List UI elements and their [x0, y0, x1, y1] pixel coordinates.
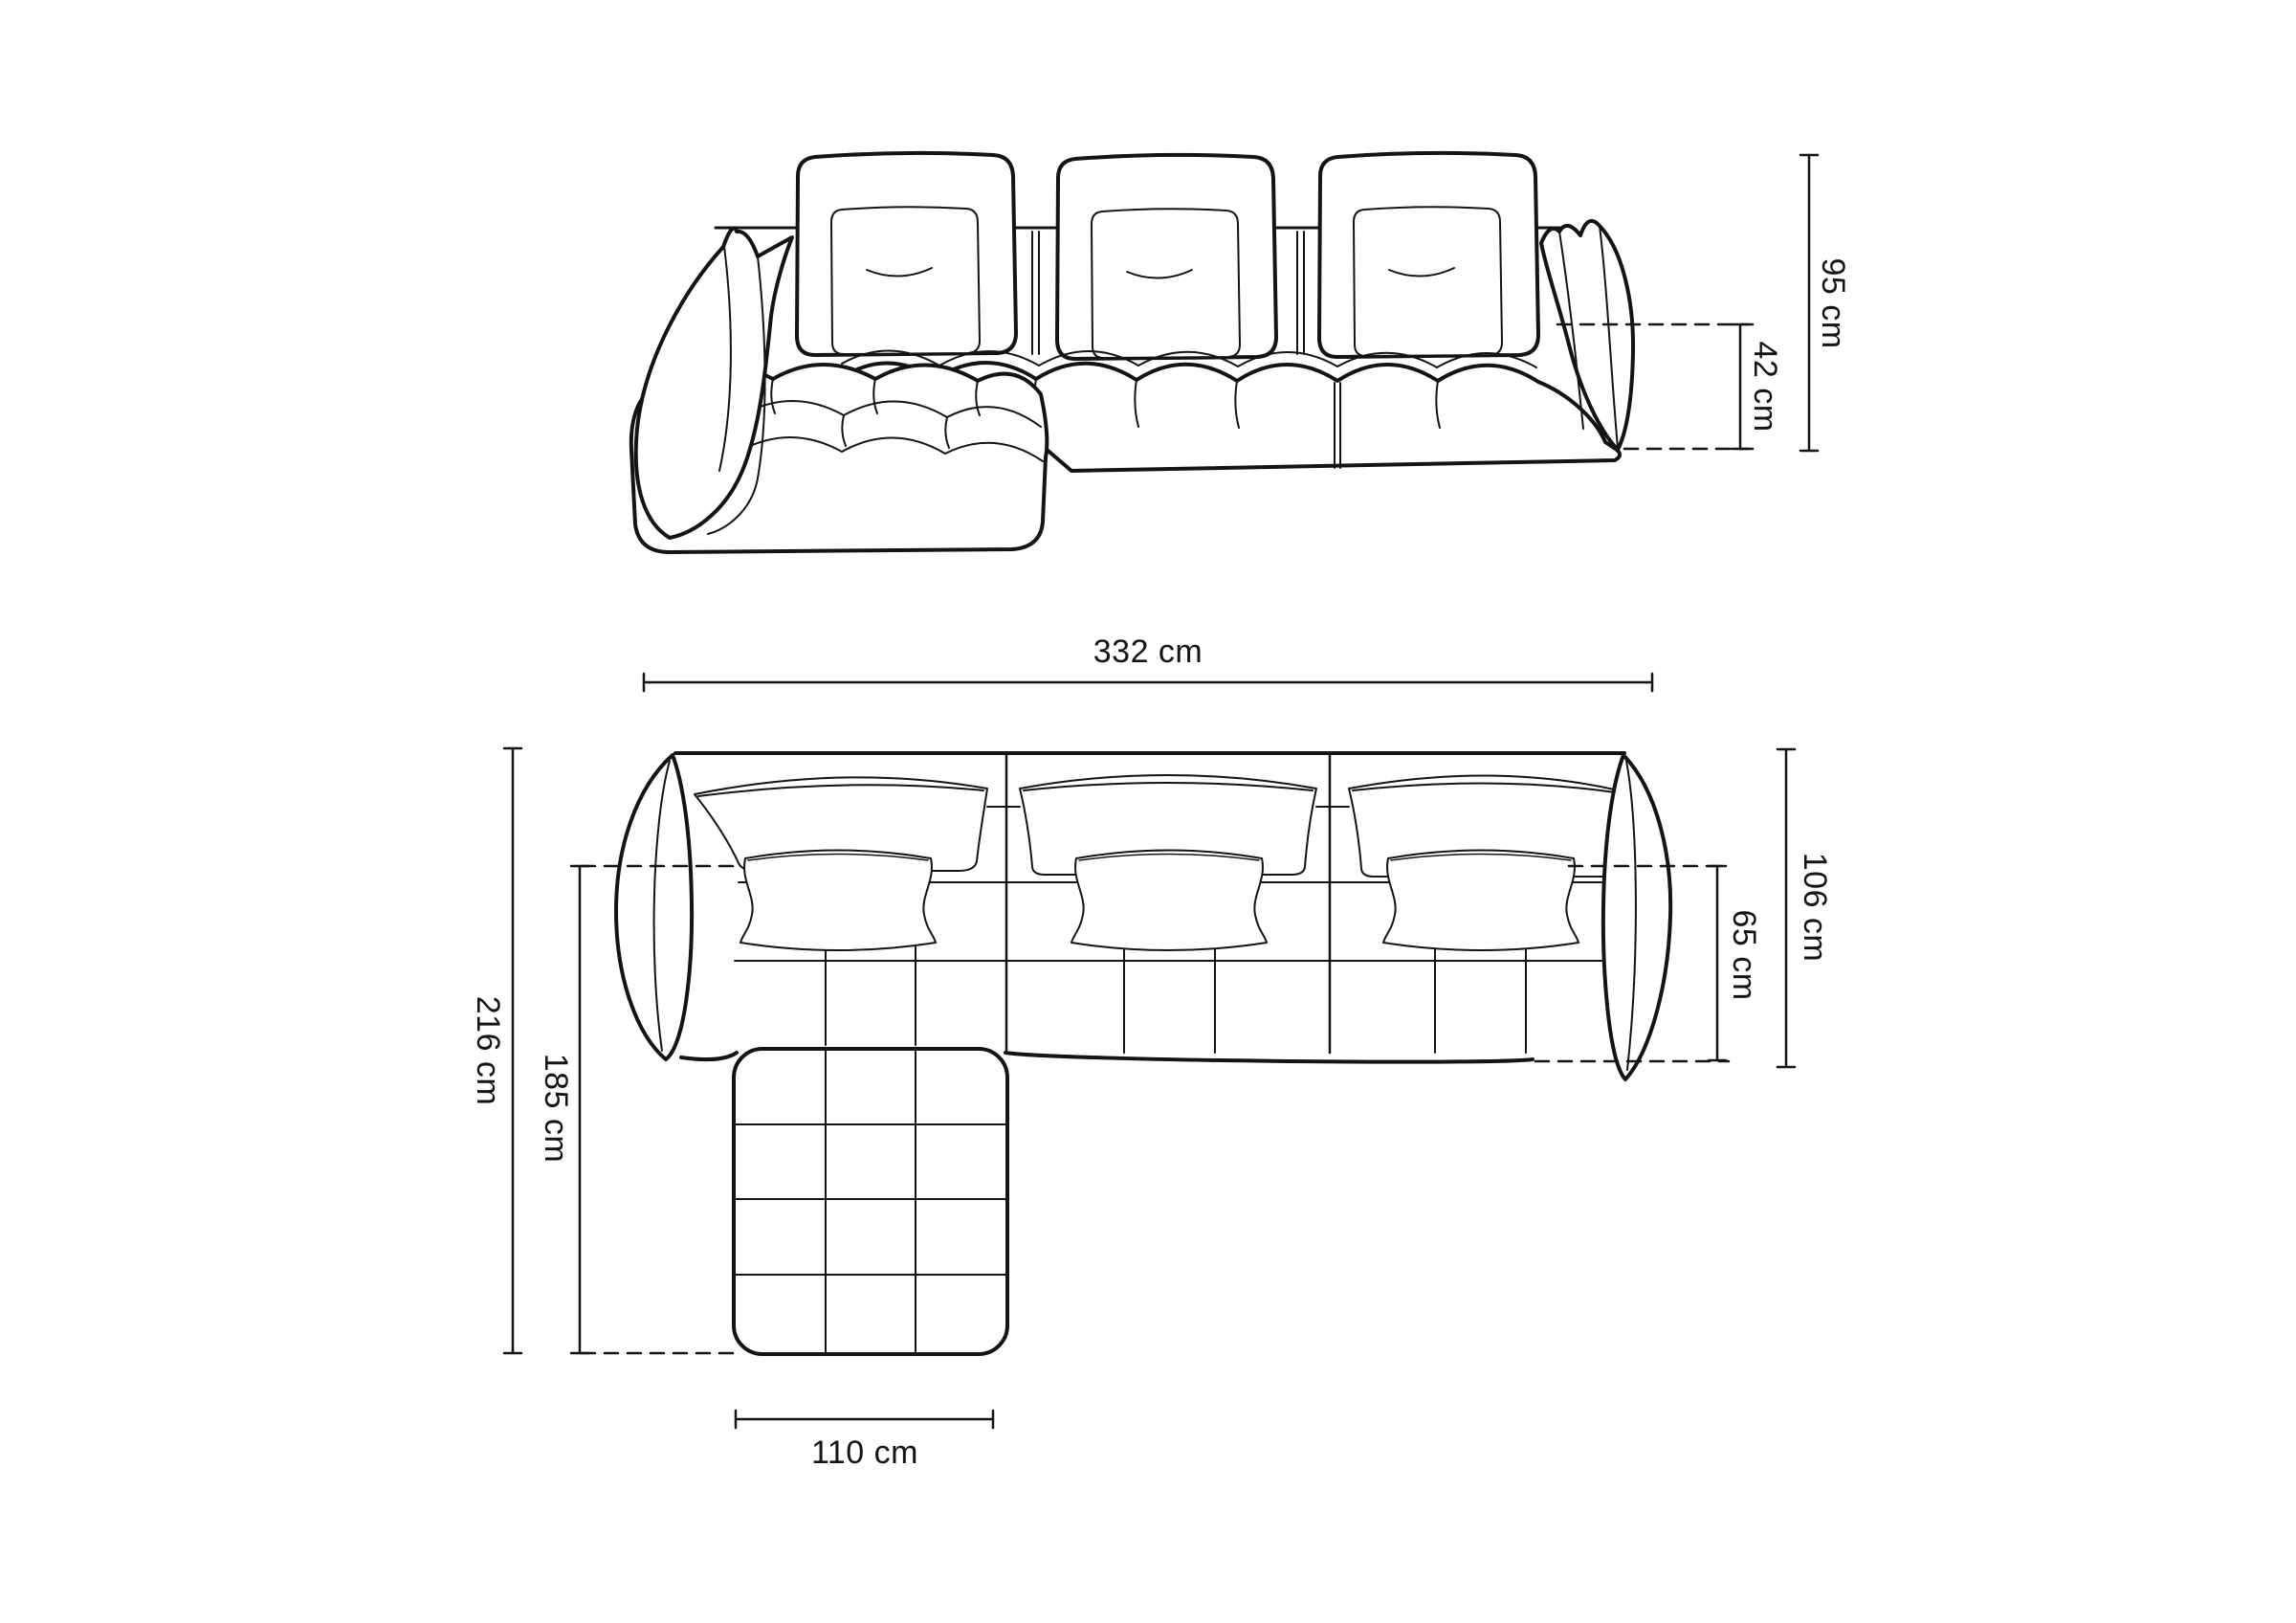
- dim-label-body-depth: 106 cm: [1797, 852, 1833, 963]
- dim-label-total-depth: 216 cm: [470, 995, 506, 1106]
- front-back-cushion-2: [1057, 155, 1276, 359]
- dim-label-seat-depth: 65 cm: [1726, 909, 1762, 1001]
- plan-dim-65: [1709, 866, 1726, 1060]
- dim-label-chaise-width: 110 cm: [811, 1434, 918, 1471]
- dim-label-chaise-depth: 185 cm: [538, 1053, 574, 1164]
- front-back-cushion-1: [797, 153, 1016, 355]
- dim-label-total-height: 95 cm: [1815, 257, 1851, 349]
- plan-dim-332: [644, 674, 1652, 691]
- front-back-cushion-3: [1319, 153, 1538, 357]
- plan-dim-216: [504, 748, 521, 1353]
- plan-headrest-pillows: [740, 851, 1578, 951]
- plan-view-drawing: [504, 674, 1795, 1428]
- plan-chaise: [734, 1049, 1007, 1354]
- plan-right-armrest: [1603, 755, 1670, 1079]
- front-view-drawing: [631, 153, 1818, 552]
- plan-dim-106: [1777, 749, 1795, 1067]
- dim-label-seat-height: 42 cm: [1747, 341, 1783, 433]
- plan-left-armrest: [616, 755, 692, 1059]
- plan-dim-110: [736, 1411, 993, 1428]
- dim-label-total-width: 332 cm: [1093, 634, 1203, 670]
